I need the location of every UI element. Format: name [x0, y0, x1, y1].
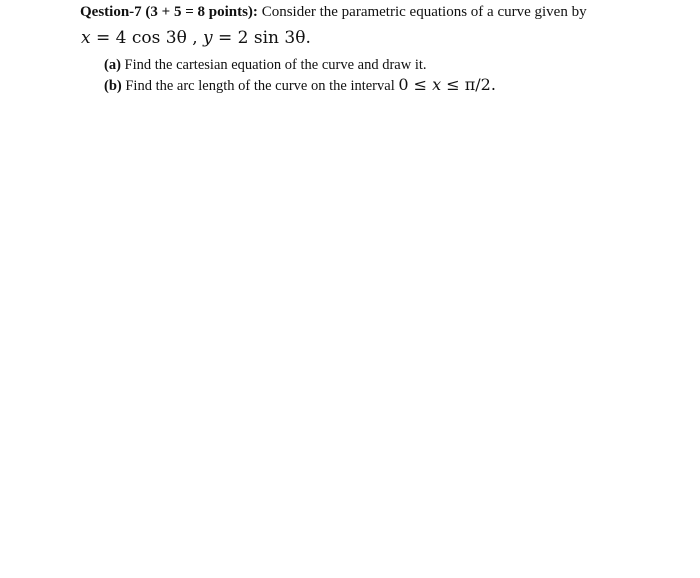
part-b-interval	[398, 75, 496, 94]
equation-x-variable: x	[81, 28, 91, 48]
equation-y-expression: = 2 sin 3θ.	[212, 28, 311, 48]
equation-y-variable: y	[203, 28, 213, 48]
part-b-label: (b)	[104, 78, 122, 94]
equation-x-expression: = 4 cos 3θ ,	[90, 28, 204, 48]
part-a-text: Find the cartesian equation of the curve and draw it.	[120, 57, 427, 73]
interval-variable: x	[432, 75, 442, 94]
part-a-label: (a)	[104, 57, 121, 73]
part-b-text: Find the arc length of the curve on the interval	[121, 78, 399, 94]
question-heading	[80, 3, 587, 21]
interval-lower: 0 ≤	[398, 75, 433, 94]
part-a	[104, 57, 427, 74]
part-b	[104, 76, 496, 95]
question-label: Qestion-7 (3 + 5 = 8 points):	[80, 4, 258, 20]
interval-upper: ≤ π/2.	[441, 75, 496, 94]
question-intro: Consider the parametric equations of a curve given by	[257, 4, 587, 20]
parametric-equations	[81, 28, 311, 48]
